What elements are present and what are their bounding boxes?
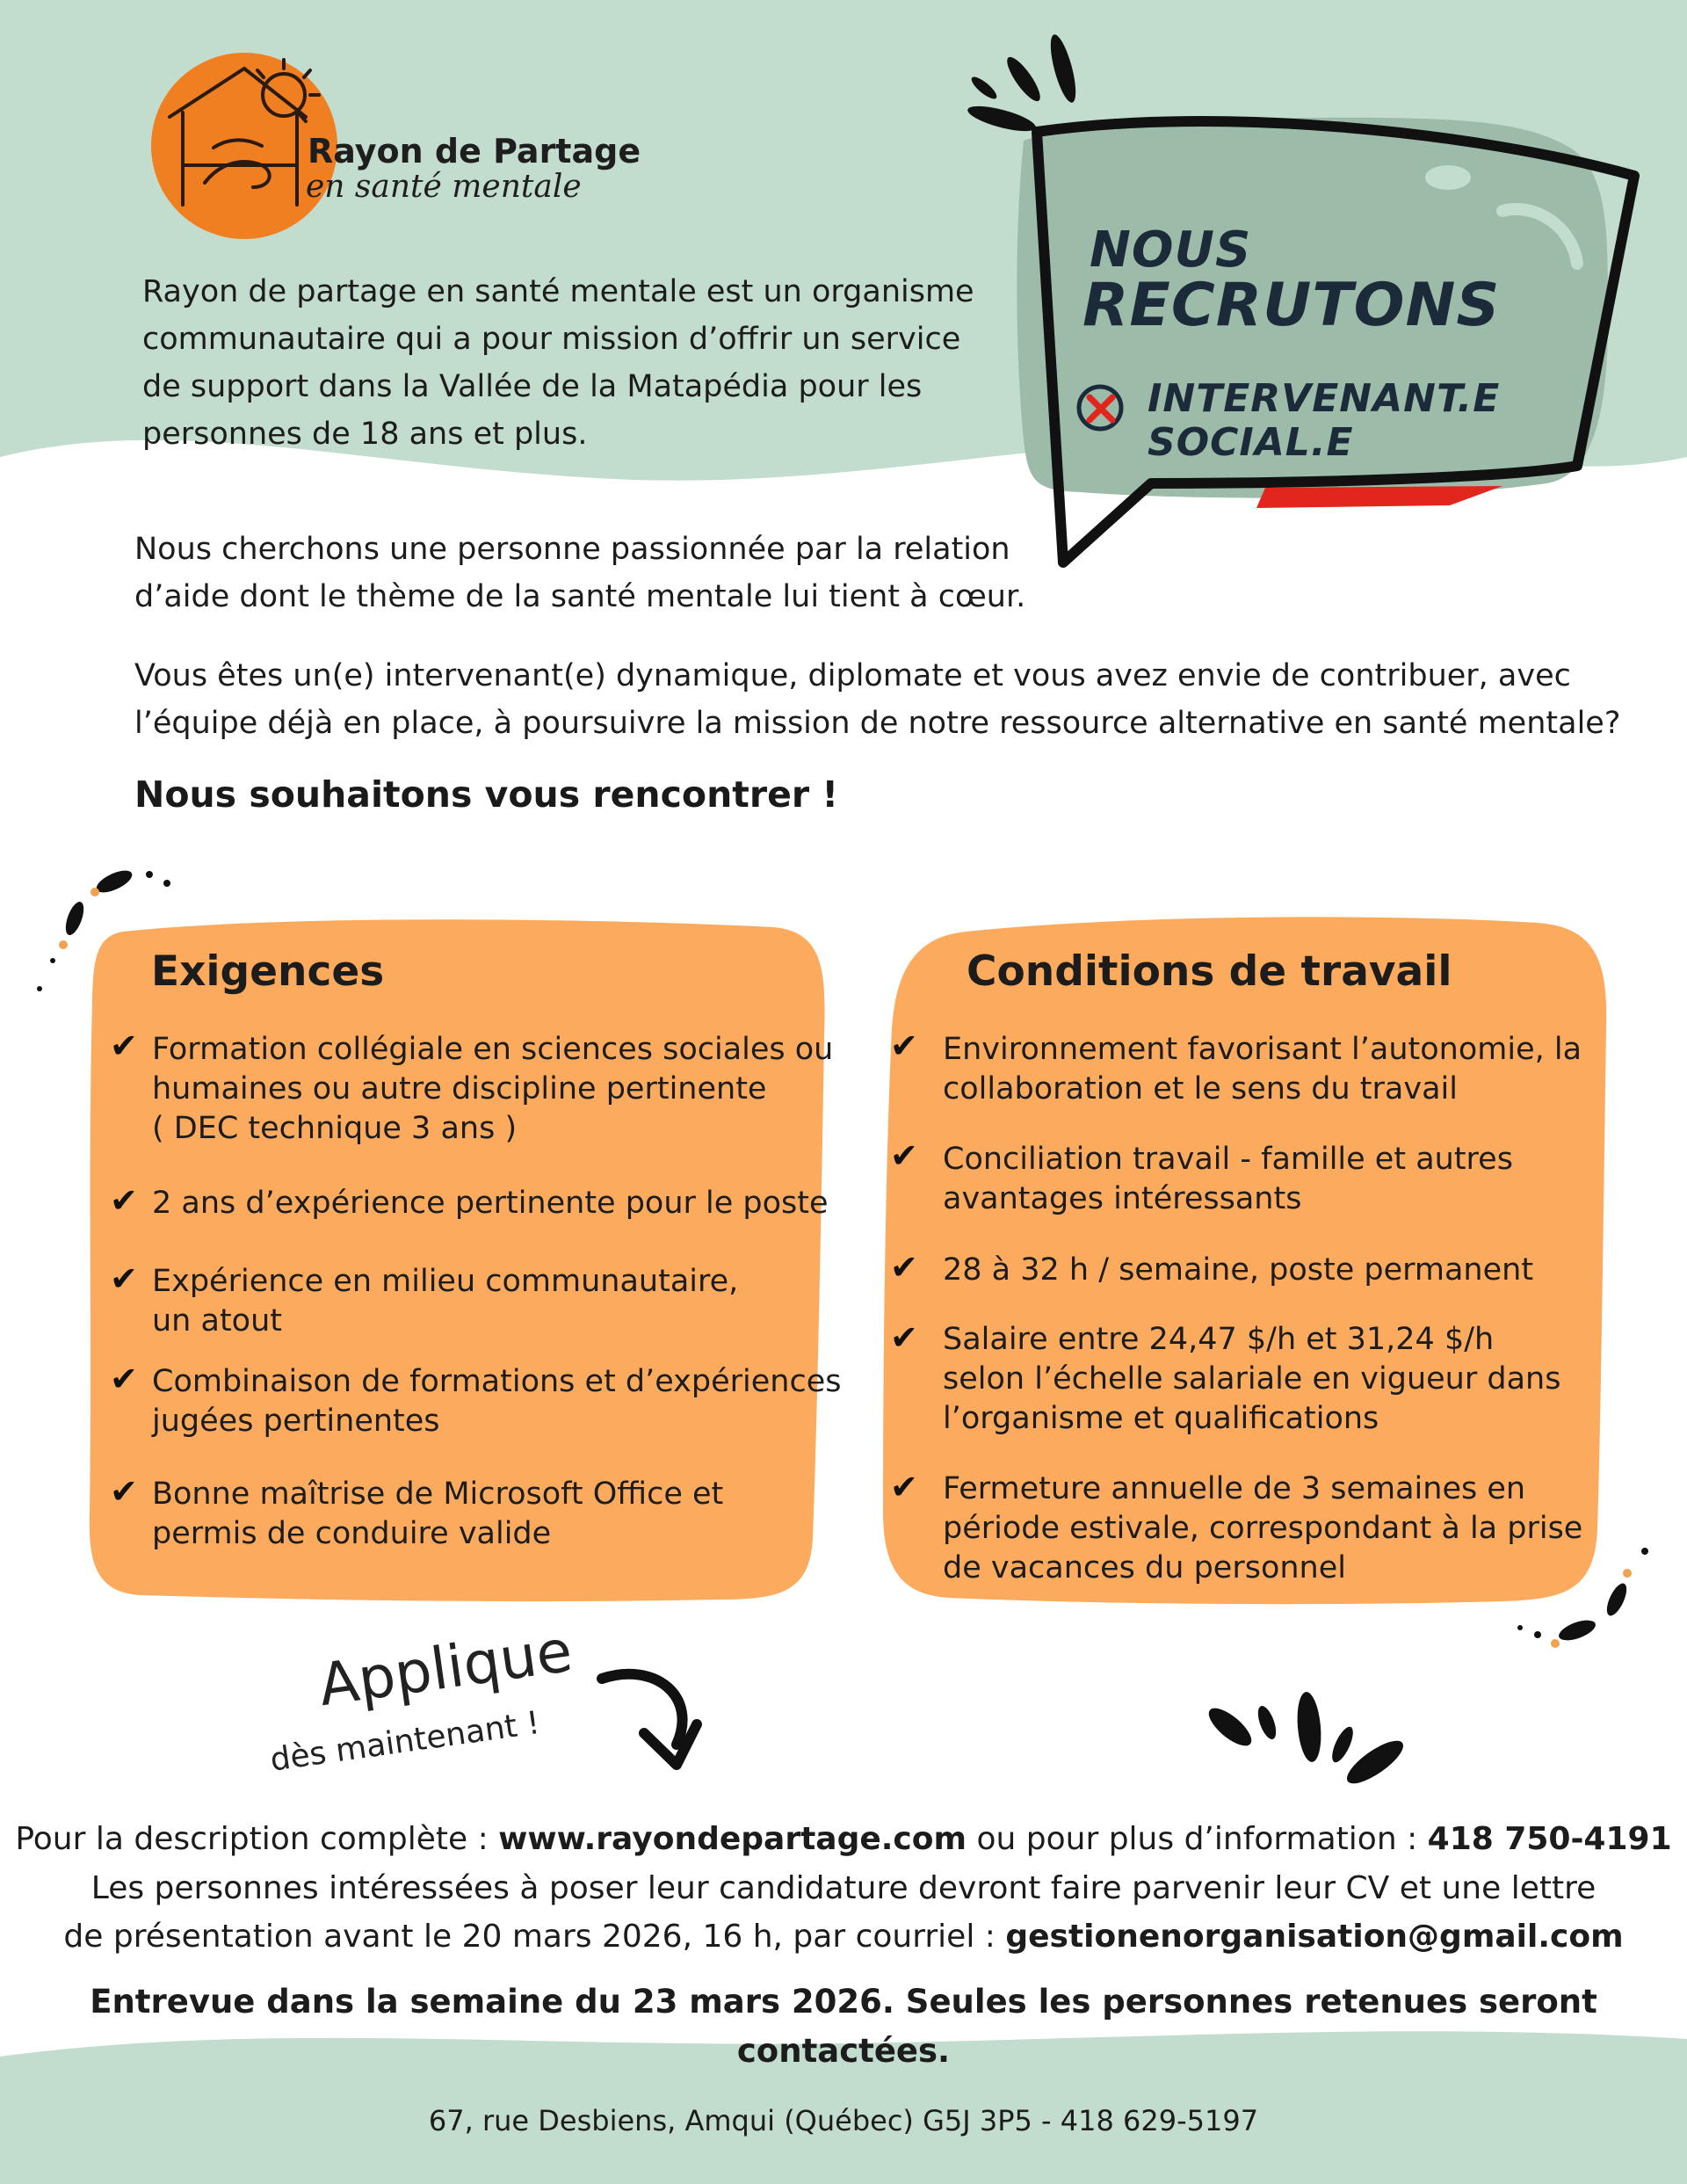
conditions-title: Conditions de travail: [967, 947, 1452, 996]
item-line: collaboration et le sens du travail: [943, 1071, 1458, 1107]
bubble-title-line2: RECRUTONS: [1082, 271, 1501, 340]
item-line: ( DEC technique 3 ans ): [152, 1111, 518, 1146]
item-line: Environnement favorisant l’autonomie, la: [943, 1032, 1582, 1067]
apply-now-subtitle: dès maintenant !: [268, 1704, 542, 1779]
item-line: Fermeture annuelle de 3 semaines en: [943, 1471, 1526, 1506]
website-link[interactable]: www.rayondepartage.com: [498, 1821, 967, 1857]
role-title-line2: SOCIAL.E: [1148, 420, 1354, 465]
bubble-title-line1: NOUS: [1090, 221, 1252, 279]
profile-paragraph: [134, 652, 1646, 747]
x-circle-icon: [1074, 380, 1130, 436]
item-line: 28 à 32 h / semaine, poste permanent: [943, 1252, 1534, 1288]
item-line: 2 ans d’expérience pertinente pour le poste: [152, 1186, 829, 1221]
intro-line: de support dans la Vallée de la Matapédia pour les: [142, 369, 923, 404]
curved-arrow-icon: [593, 1661, 716, 1784]
info-text: ou pour plus d’information :: [967, 1821, 1428, 1857]
requirements-title: Exigences: [151, 947, 385, 996]
info-text: de présentation avant le 20 mars 2026, 16 h, par courriel :: [63, 1919, 1006, 1955]
search-line: Nous cherchons une personne passionnée par la relation: [134, 532, 1010, 567]
check-icon: ✔: [110, 1027, 138, 1065]
item-line: Combinaison de formations et d’expériences: [152, 1364, 842, 1399]
search-paragraph: [134, 526, 1057, 620]
requirement-item: [152, 1362, 841, 1441]
intro-line: communautaire qui a pour mission d’offrir un service: [142, 322, 961, 357]
footer-address: 67, rue Desbiens, Amqui (Québec) G5J 3P5 - 418 629-5197: [428, 2104, 1259, 2137]
logo-subtitle: en santé mentale: [306, 169, 582, 205]
profile-line: l’équipe déjà en place, à poursuivre la mission de notre ressource alternative en santé mentale?: [134, 706, 1621, 741]
condition-item: [943, 1251, 1533, 1290]
requirement-item: [152, 1262, 738, 1341]
item-line: de vacances du personnel: [943, 1550, 1346, 1585]
description-line: [0, 1815, 1687, 1864]
item-line: un atout: [152, 1303, 282, 1339]
item-line: Salaire entre 24,47 $/h et 31,24 $/h: [943, 1322, 1495, 1357]
requirement-item: [152, 1030, 833, 1149]
check-icon: ✔: [890, 1248, 918, 1287]
item-line: humaines ou autre discipline pertinente: [152, 1071, 767, 1107]
deadline-line: [0, 1912, 1687, 1962]
application-line: Les personnes intéressées à poser leur candidature devront faire parvenir leur CV et une lettre: [91, 1870, 1596, 1906]
item-line: avantages intéressants: [943, 1181, 1302, 1216]
condition-item: [943, 1320, 1560, 1439]
meet-heading: Nous souhaitons vous rencontrer !: [134, 773, 839, 816]
apply-now-title: Applique: [315, 1616, 576, 1720]
condition-item: [943, 1140, 1513, 1219]
item-line: Conciliation travail - famille et autres: [943, 1142, 1513, 1177]
item-line: Formation collégiale en sciences sociales ou: [152, 1032, 834, 1067]
search-line: d’aide dont le thème de la santé mentale lui tient à cœur.: [134, 579, 1026, 614]
check-icon: ✔: [890, 1318, 918, 1357]
check-icon: ✔: [890, 1027, 918, 1065]
intro-line: Rayon de partage en santé mentale est un organisme: [142, 274, 974, 309]
requirement-item: [152, 1475, 723, 1554]
condition-item: [943, 1030, 1582, 1109]
item-line: permis de conduire valide: [152, 1516, 552, 1551]
requirement-item: [152, 1184, 829, 1223]
decorative-burst-icon: [1195, 1674, 1423, 1815]
email-link[interactable]: gestionenorganisation@gmail.com: [1005, 1919, 1624, 1955]
item-line: selon l’échelle salariale en vigueur dans: [943, 1361, 1561, 1397]
item-line: Bonne maîtrise de Microsoft Office et: [152, 1477, 724, 1512]
item-line: jugées pertinentes: [152, 1404, 440, 1439]
interview-notice: Entrevue dans la semaine du 23 mars 2026. Seules les personnes retenues seront contactées.: [90, 1983, 1597, 2070]
info-text: Pour la description complète :: [15, 1821, 499, 1857]
profile-line: Vous êtes un(e) intervenant(e) dynamique, diplomate et vous avez envie de contribuer, avec: [134, 658, 1571, 693]
phone-number[interactable]: 418 750-4191: [1427, 1821, 1672, 1857]
check-icon: ✔: [110, 1181, 138, 1220]
check-icon: ✔: [890, 1136, 918, 1175]
role-title-line1: INTERVENANT.E: [1148, 376, 1501, 421]
check-icon: ✔: [110, 1360, 138, 1398]
item-line: Expérience en milieu communautaire,: [152, 1264, 739, 1299]
logo-name: Rayon de Partage: [308, 132, 641, 171]
check-icon: ✔: [110, 1472, 138, 1511]
intro-line: personnes de 18 ans et plus.: [142, 417, 588, 452]
item-line: période estivale, correspondant à la prise: [943, 1511, 1583, 1546]
condition-item: [943, 1469, 1582, 1588]
item-line: l’organisme et qualifications: [943, 1401, 1379, 1436]
intro-paragraph: [142, 268, 986, 458]
check-icon: ✔: [890, 1468, 918, 1506]
check-icon: ✔: [110, 1259, 138, 1298]
